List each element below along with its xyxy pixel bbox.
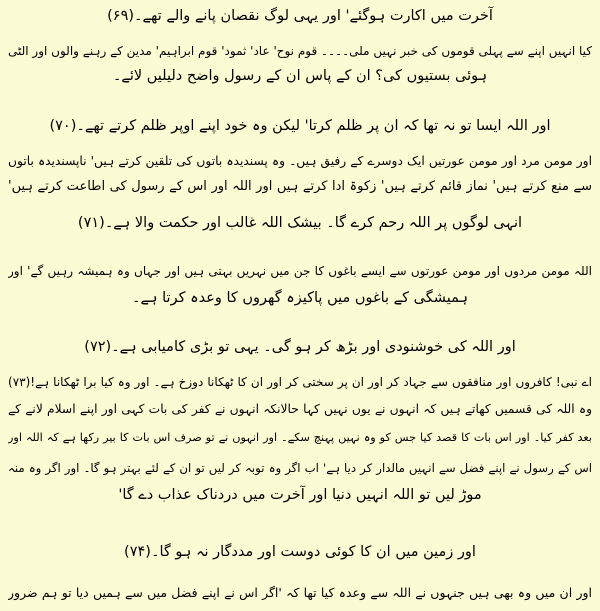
text-line-12: وہ اللہ کی قسمیں کھاتے ہیں کہ انہوں نے یوں نہیں کہا حالانکہ انہوں نے کفر کی بات کہی اور اپنے اسلام لانے کے [8, 402, 592, 416]
text-line-8: اللہ مومن مردوں اور مومن عورتوں سے ایسے باغوں کا جن میں نہریں بہتی ہیں اور جہاں وہ ہمیشہ رہیں گے' اور [8, 264, 592, 278]
text-line-9: ہمیشگی کے باغوں میں پاکیزہ گھروں کا وعدہ کرتا ہے۔ [132, 290, 468, 306]
text-line-11: اے نبی! کافروں اور منافقوں سے جہاد کر اور ان پر سختی کر اور ان کا ٹھکانا دوزخ ہے۔ اور وہ کیا برا ٹھکانا ہے!(۷۳) [8, 375, 592, 389]
text-line-14: اس کے رسول نے اپنے فضل سے انہیں مالدار کر دیا ہے' اب اگر وہ توبہ کر لیں تو ان کے لئے بہتر ہو گا۔ اور اگر وہ منہ [8, 461, 592, 475]
text-line-3: ہوئی بستیوں کی؟ ان کے پاس ان کے رسول واضح دلیلیں لائے۔ [112, 68, 488, 84]
text-line-7: انہی لوگوں پر اللہ رحم کرے گا۔ بیشک اللہ غالب اور حکمت والا ہے۔(۷۱) [77, 215, 523, 231]
text-line-17: اور ان میں وہ بھی ہیں جنہوں نے اللہ سے وعدہ کیا تھا کہ 'اگر اس نے اپنے فضل میں سے ہمیں دیا تو ہم ضرور [8, 585, 592, 600]
text-line-15: موڑ لیں تو اللہ انہیں دنیا اور آخرت میں دردناک عذاب دے گا' [118, 487, 482, 503]
text-line-16: اور زمین میں ان کا کوئی دوست اور مددگار نہ ہو گا۔(۷۴) [124, 544, 476, 560]
text-line-1: آخرت میں اکارت ہوگئے' اور یہی لوگ نقصان پانے والے تھے۔(۶۹) [107, 8, 493, 24]
text-line-6: سے منع کرتے ہیں' نماز قائم کرتے ہیں' زکوۃ ادا کرتے ہیں اور اللہ اور اس کے رسول کی اطاعت کرتے ہیں' [8, 179, 592, 194]
text-line-13: بعد کفر کیا۔ اور اس بات کا قصد کیا جس کو وہ نہیں پہنچ سکے۔ اور انہوں نے تو صرف اس بات کا بیر رکھا ہے کہ اللہ اور [8, 431, 592, 444]
text-line-4: اور اللہ ایسا تو نہ تھا کہ ان پر ظلم کرتا' لیکن وہ خود اپنے اوپر ظلم کرتے تھے۔(۷۰) [49, 118, 551, 134]
text-line-10: اور اللہ کی خوشنودی اور بڑھ کر ہو گی۔ یہی تو بڑی کامیابی ہے۔(۷۲) [84, 339, 516, 355]
text-line-5: اور مومن مرد اور مومن عورتیں ایک دوسرے کے رفیق ہیں۔ وہ پسندیدہ باتوں کی تلقین کرتے ہیں' ناپسندیدہ باتوں [8, 154, 592, 168]
text-line-2: کیا انہیں اپنے سے پہلی قوموں کی خبر نہیں ملی۔۔۔۔ قوم نوح' عاد' ثمود' قوم ابراہیم' مدین کے رہنے والوں اور الٹی [8, 44, 592, 58]
